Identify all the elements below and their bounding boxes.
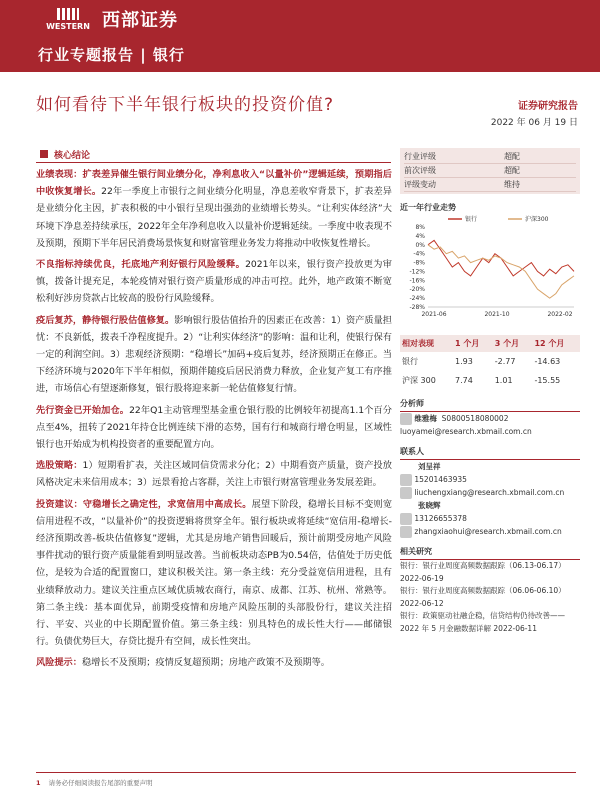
table-header: 1 个月 — [453, 335, 493, 352]
paragraph: 风险提示：稳增长不及预期；疫情反复超预期；房地产政策不及预期等。 — [36, 657, 330, 669]
rating-box — [400, 148, 580, 194]
report-type: 行业专题报告 | 银行 — [38, 46, 185, 64]
main-body — [36, 166, 392, 676]
table-header: 12 个月 — [532, 335, 580, 352]
table-row: 银行 1.93 -2.77 -14.63 — [402, 357, 561, 366]
x-tick-label: 2022-02 — [547, 311, 573, 318]
table-row: 沪深 300 7.74 1.01 -15.55 — [402, 376, 561, 385]
x-tick-label: 2021-06 — [421, 311, 447, 318]
rating-row: 评级变动 维持 — [404, 178, 576, 192]
y-tick-label: 4% — [415, 232, 425, 240]
x-tick-label: 2021-10 — [484, 311, 510, 318]
paragraph: 疫后复苏，静待银行股估值修复。影响银行股估值抬升的因素正在改善：1）资产质量担忧：不良新低，拨表千净程度提升。2）“让利实体经济”的影响：温和让利，使银行保有一定的利润空间。3）悲观经济预期：“稳增长”加码+疫后复苏，经济预期正在修正。当下经济环境与2020年下半年相似，预期伴随疫后居民消费力释放，企业复产复工有序推进，市场信心有望逐渐修复，银行股将迎来新一轮估值修复行情。 — [36, 314, 392, 395]
report-title: 如何看待下半年银行板块的投资价值? — [36, 95, 335, 115]
contacts-heading: 联系人 — [400, 446, 580, 460]
paragraph: 不良指标持续优良，托底地产利好银行风险缓释。2021年以来，银行资产投放更为审慎，拨备计提充足，本轮疫情对银行资产质量形成的冲击可控。此外，地产政策不断宽松利好涉房贷款占比较高的股份行风险缓释。 — [36, 259, 392, 305]
y-tick-label: -24% — [409, 295, 425, 303]
related-list — [400, 560, 580, 635]
list-item[interactable]: 银行：银行业周度高频数据跟踪（06.13-06.17） 2022-06-19 — [400, 561, 566, 583]
y-tick-label: 0% — [415, 241, 425, 249]
y-tick-label: -8% — [413, 259, 425, 267]
legend-label: 沪深300 — [525, 216, 549, 223]
chart-title: 近一年行业走势 — [400, 203, 456, 212]
logo-en: WESTERN — [46, 22, 90, 31]
contact-info: 刘呈祥 15201463935 liuchengxiang@research.xbmail.com.cn 张晓辉 13126655378 zhangxiaohui@research.xbmail.com.cn — [400, 460, 580, 538]
footer-note: 请务必仔细阅读报告尾部的重要声明 — [48, 779, 153, 787]
mail-icon — [400, 487, 412, 499]
table-header: 相对表现 — [400, 335, 453, 352]
analyst-info: 维雅梅 S0800518080002 luoyamei@research.xbmail.com.cn — [400, 412, 580, 438]
y-tick-label: -12% — [409, 268, 425, 276]
legend-label: 银行 — [465, 216, 478, 223]
bullet-icon — [40, 150, 48, 158]
list-item[interactable]: 银行：银行业周度高频数据跟踪（06.06-06.10） 2022-06-12 — [400, 586, 566, 608]
performance-table — [400, 335, 580, 390]
section-heading: 核心结论 — [36, 148, 391, 163]
avatar — [400, 413, 412, 425]
trend-chart — [400, 213, 580, 323]
paragraph: 业绩表现：扩表差异催生银行间业绩分化，净利息收入“以量补价”逻辑延续，预期指后中收恢复增长。22年一季度上市银行之间业绩分化明显，净息差收窄背景下，扩表差异是业绩分化主因，扩表积极的中小银行呈现出强劲的业绩增长势头。“让利实体经济”大环境下净息差持续承压，2022年全年净利息收入以量补价逻辑延续。一季度中收表现不及预期，预期下半年居民消费场景恢复和财富管理业务发力将推动中收恢复性增长。 — [36, 169, 392, 249]
y-tick-label: -4% — [413, 250, 425, 258]
paragraph: 先行资金已开始加仓。22年Q1主动管理型基金重仓银行股的比例较年初提高1.1个百分点至4%，扭转了2021年持仓比例连续下滑的态势，国有行和城商行增仓明显，区域性银行也开始成为机构投资者的重要配置方向。 — [36, 404, 392, 451]
y-tick-label: 8% — [415, 224, 425, 231]
report-label: 证券研究报告 — [518, 101, 578, 112]
y-tick-label: -16% — [409, 277, 425, 285]
rating-row: 行业评级 超配 — [404, 150, 576, 164]
logo — [38, 8, 98, 30]
logo-bars-icon — [57, 8, 79, 20]
logo-name: 西部证券 — [102, 10, 178, 31]
footer-divider — [36, 772, 576, 773]
footer — [36, 778, 153, 787]
page-number: 1 — [36, 779, 41, 787]
y-tick-label: -20% — [409, 286, 425, 294]
rating-row: 前次评级 超配 — [404, 164, 576, 178]
related-heading: 相关研究 — [400, 546, 580, 560]
paragraph: 选股策略：1）短期看扩表，关注区域同信贷需求分化；2）中期看资产质量，资产投放风格决定未来信用成本；3）远景看抢占客群，关注上市银行财富管理业务发展差距。 — [36, 460, 392, 489]
y-tick-label: -28% — [409, 304, 425, 311]
list-item[interactable]: 银行：政策驱动社融企稳，信贷结构仍待改善——2022 年 5 月金融数据详解 2022-06-11 — [400, 611, 565, 633]
phone-icon — [400, 474, 412, 486]
paragraph: 投资建议：守稳增长之确定性，求宽信用中高成长。展望下阶段，稳增长目标不变则宽信用进程不改，“以量补价”的投资逻辑将贯穿全年。银行板块或将延续“宽信用-稳增长-经济预期改善-板块估值修复”逻辑，尤其是房地产销售回暖后，预计前期受房地产风险事件扰动的银行资产质量能看到明显改善。当前板块动态PB为0.54倍，估值处于历史低位，是较为合适的配置窗口，建议积极关注。第一条主线：充分受益宽信用进程，且有业绩释放动力。建议关注重点区域优质城农商行，南京、成都、江苏、杭州、常熟等。第二条主线：基本面优异，前期受疫情和房地产风险压制的头部股份行，建议关注招行、平安、兴业的中长期配置价值。第三条主线：别具特色的成长性大行——邮储银行。负债优势巨大，存贷比提升有空间，成长性突出。 — [36, 498, 393, 648]
mail-icon — [400, 526, 412, 538]
report-date: 2022 年 06 月 19 日 — [490, 118, 578, 128]
table-header: 3 个月 — [493, 335, 533, 352]
report-header — [0, 0, 600, 72]
analyst-email[interactable]: luoyamei@research.xbmail.com.cn — [400, 427, 532, 436]
phone-icon — [400, 513, 412, 525]
sidebar — [400, 148, 580, 635]
analyst-heading: 分析师 — [400, 398, 580, 412]
